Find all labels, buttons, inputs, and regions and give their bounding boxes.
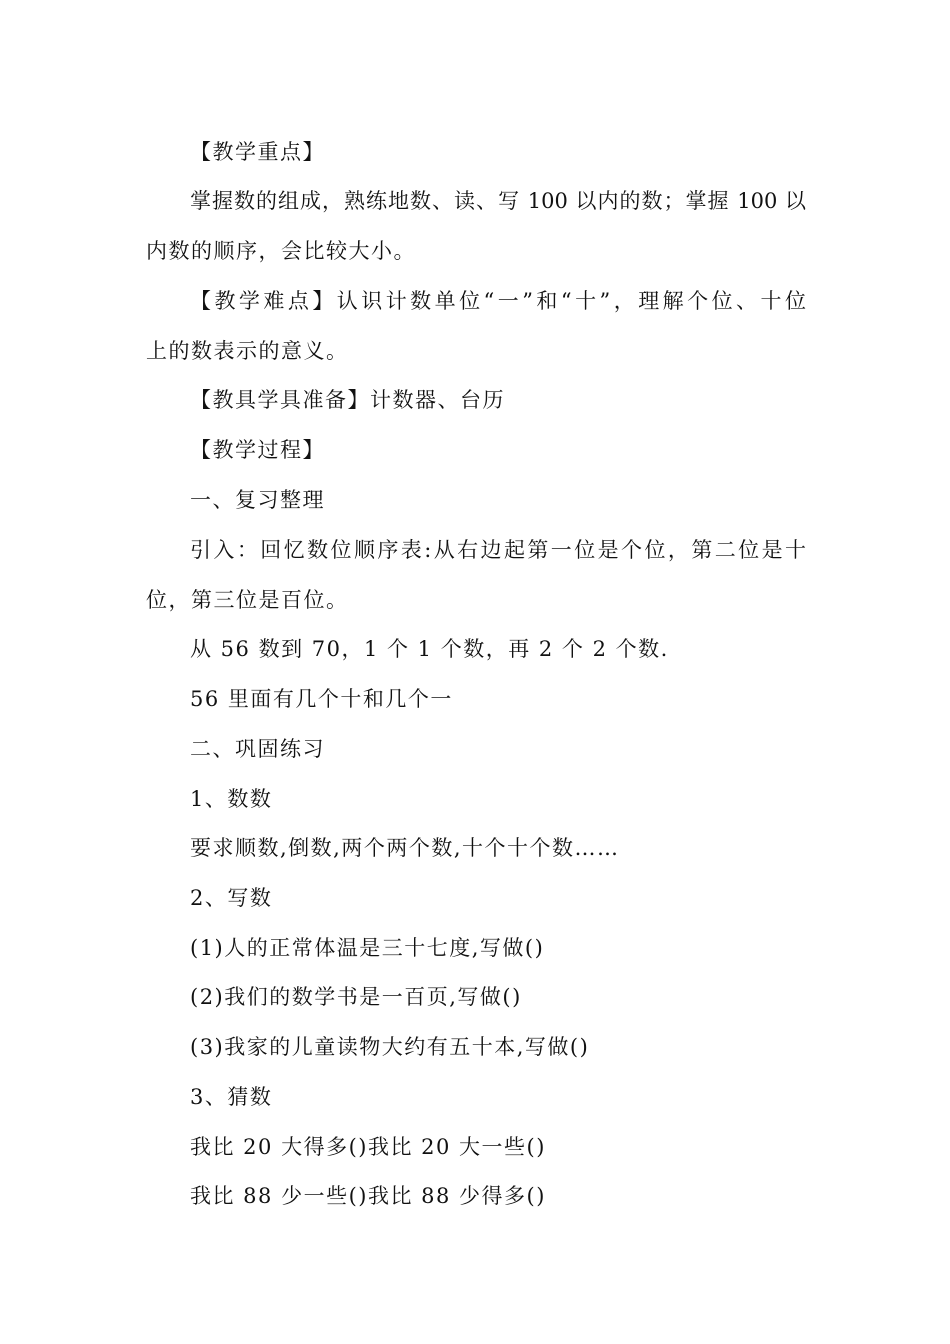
key-points-heading: 【教学重点】: [190, 140, 325, 164]
intro-text-line1: 引入：回忆数位顺序表:从右边起第一位是个位，第二位是十: [190, 538, 806, 562]
exercise1-title: 1、数数: [190, 787, 273, 811]
difficulties-text-line1: 【教学难点】认识计数单位“一”和“十”，理解个位、十位: [190, 289, 806, 313]
exercise2-item1: (1)人的正常体温是三十七度,写做(): [190, 936, 545, 960]
process-heading: 【教学过程】: [190, 438, 325, 462]
exercise2-item2: (2)我们的数学书是一百页,写做(): [190, 985, 522, 1009]
section1-title: 一、复习整理: [190, 488, 325, 512]
key-points-text-line1: 掌握数的组成，熟练地数、读、写 100 以内的数；掌握 100 以: [190, 189, 806, 213]
exercise2-title: 2、写数: [190, 886, 273, 910]
difficulties-text-line2: 上的数表示的意义。: [146, 339, 349, 363]
exercise3-line2: 我比 88 少一些()我比 88 少得多(): [190, 1184, 546, 1208]
section2-title: 二、巩固练习: [190, 737, 325, 761]
question-text: 56 里面有几个十和几个一: [190, 687, 453, 711]
materials-text: 【教具学具准备】计数器、台历: [190, 388, 505, 412]
count-text: 从 56 数到 70，1 个 1 个数，再 2 个 2 个数.: [190, 637, 669, 661]
exercise2-item3: (3)我家的儿童读物大约有五十本,写做(): [190, 1035, 590, 1059]
exercise3-line1: 我比 20 大得多()我比 20 大一些(): [190, 1135, 546, 1159]
exercise3-title: 3、猜数: [190, 1085, 273, 1109]
key-points-text-line2: 内数的顺序，会比较大小。: [146, 239, 416, 263]
intro-text-line2: 位，第三位是百位。: [146, 588, 349, 612]
exercise1-text: 要求顺数,倒数,两个两个数,十个十个数……: [190, 836, 620, 860]
